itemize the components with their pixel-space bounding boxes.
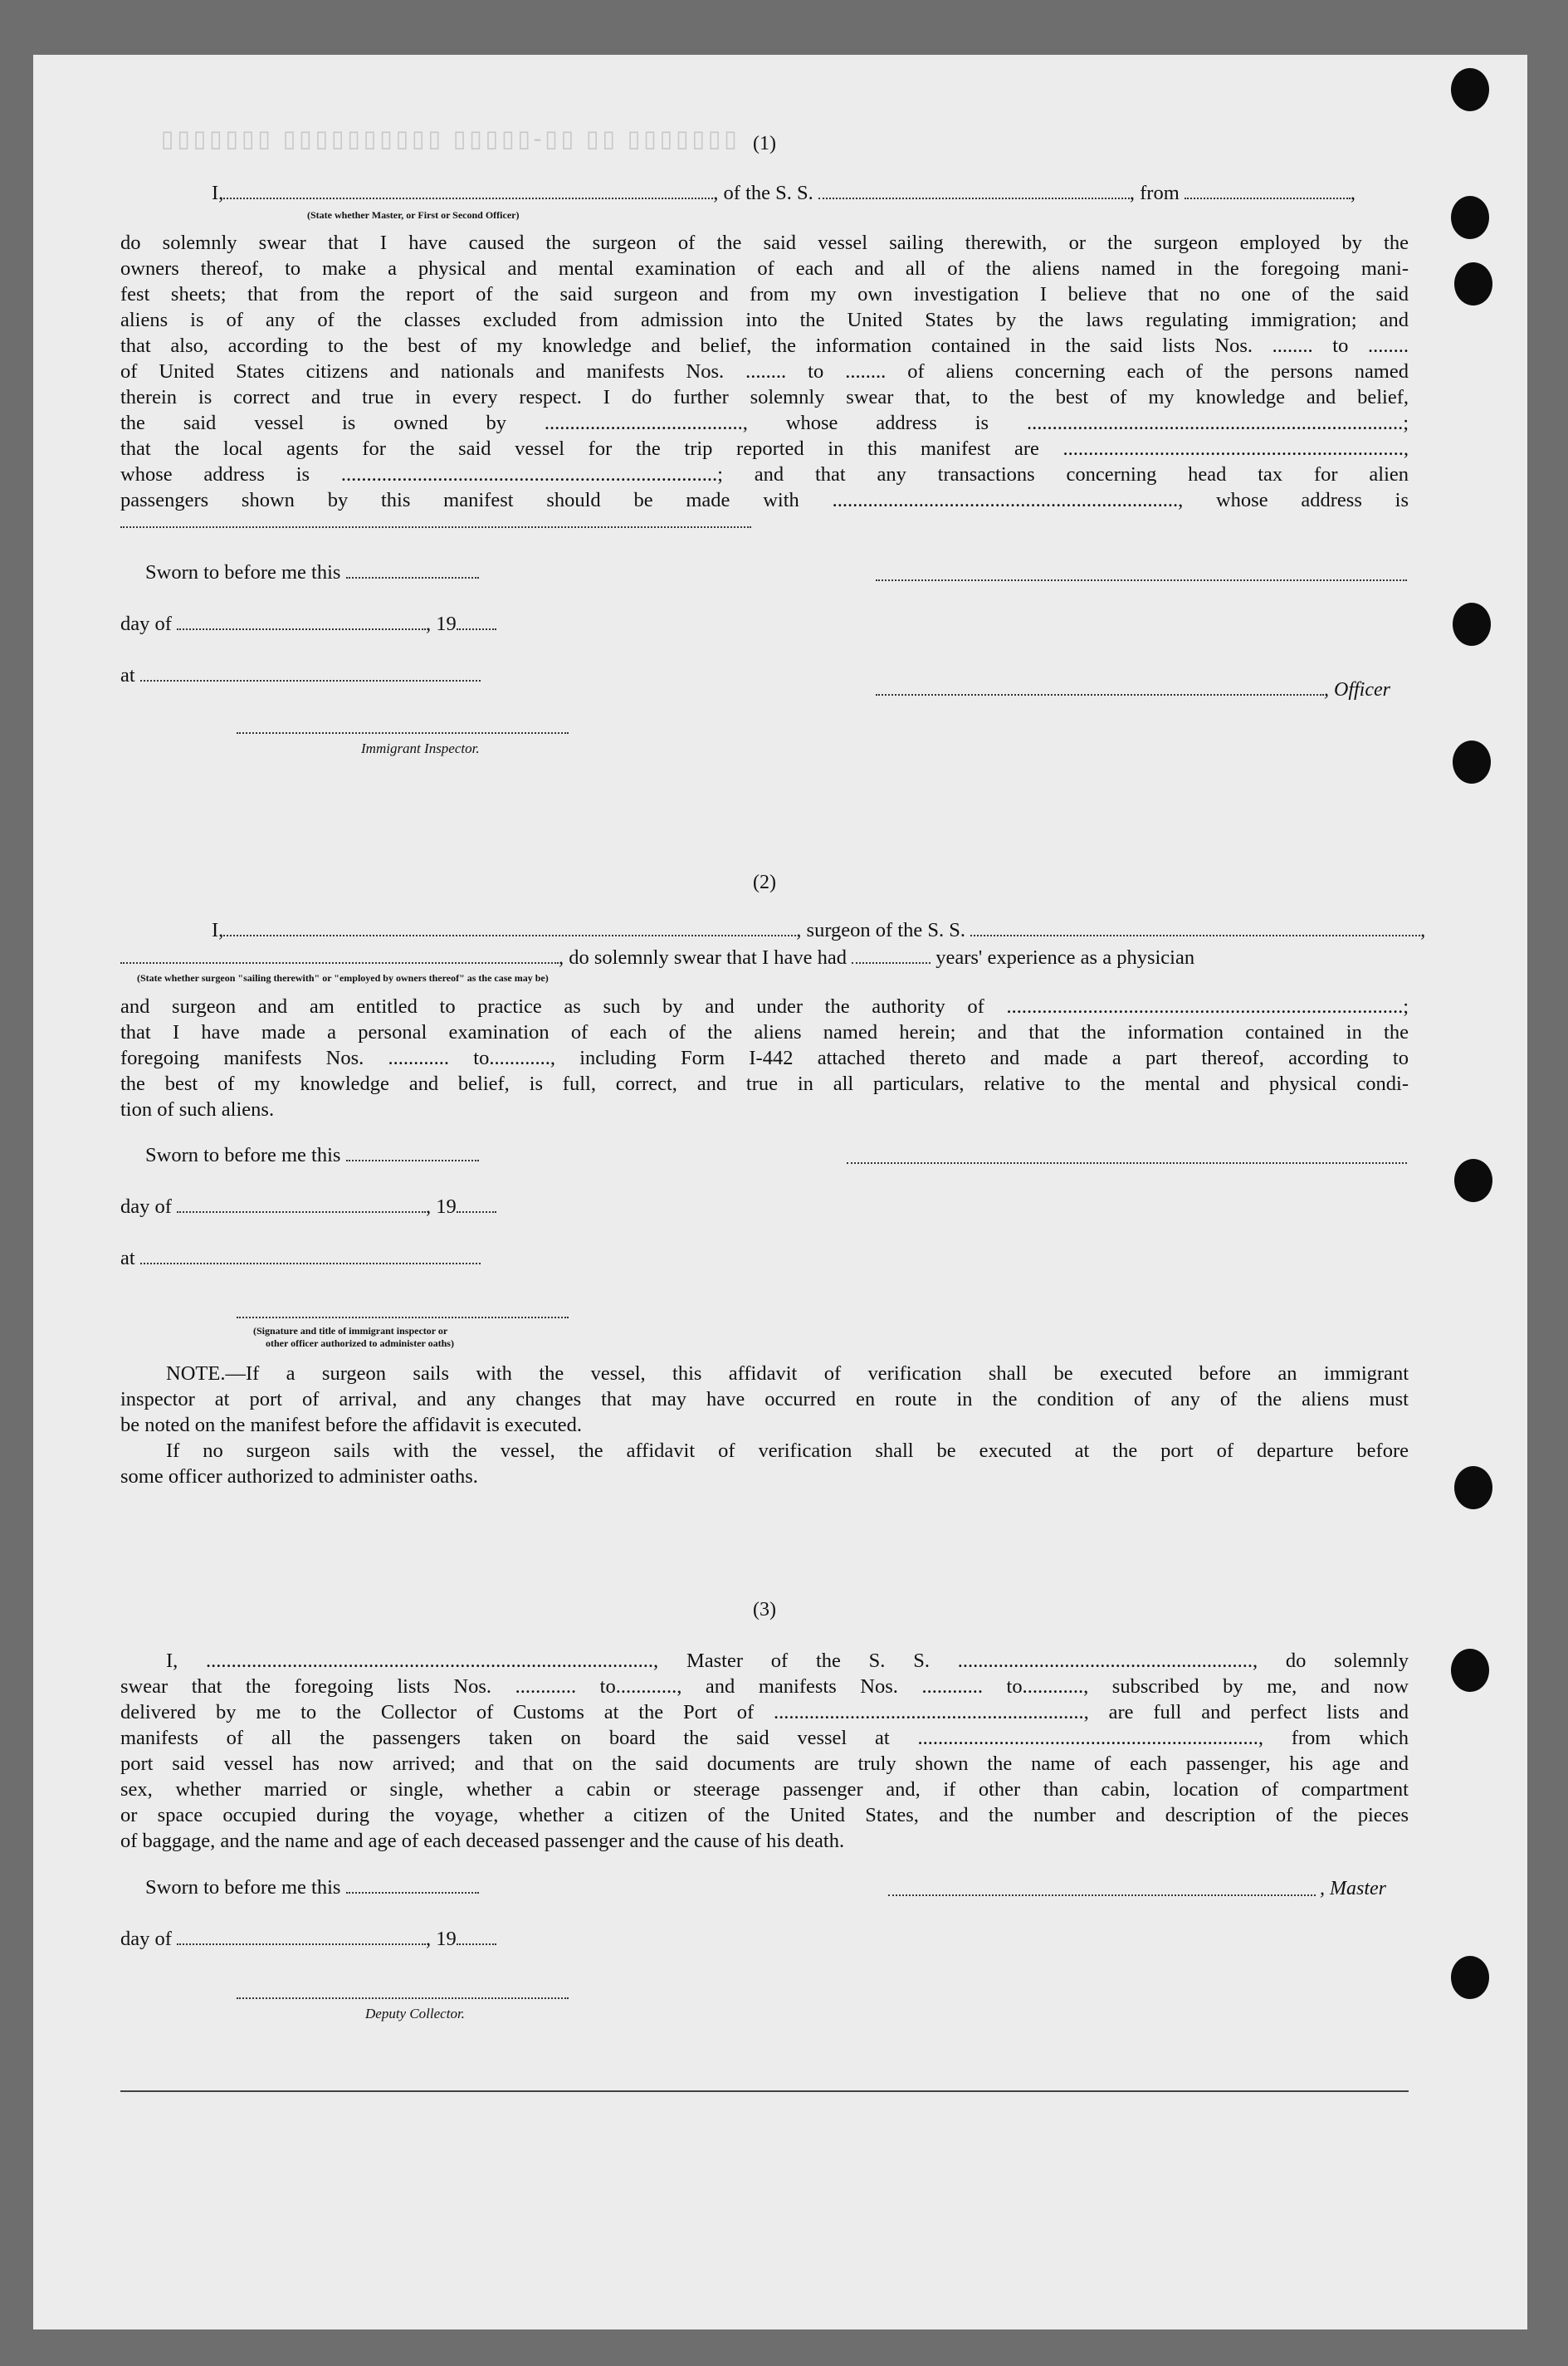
immigrant-inspector-label: Immigrant Inspector. [361,741,480,756]
s3-body-line: delivered by me to the Collector of Customs at the Port of ............................................................., are full and perfect lists and [120,1701,1409,1723]
s1-body-line: that also, according to the best of my knowledge and belief, the information contained in the said lists Nos. ........ to ........ [120,335,1409,357]
years-experience-blank[interactable] [852,947,931,964]
at-place-blank[interactable] [140,665,481,682]
s2-signature-caption: other officer authorized to administer oaths) [266,1337,454,1349]
s2-body-line: foregoing manifests Nos. ............ to............, including Form I-442 attached thereto and made a part thereof, according to [120,1047,1409,1069]
punch-hole [1451,1649,1489,1692]
sworn-date-blank[interactable] [346,562,479,579]
punch-hole [1451,1956,1489,1999]
section-2-number: (2) [753,872,776,893]
s1-inspector-signature-line[interactable] [237,732,569,734]
s1-body-line: the said vessel is owned by ......................................., whose address is ..........................................................................; [120,412,1409,434]
note-line: some officer authorized to administer oaths. [120,1465,478,1488]
s3-body-line: I, ........................................................................................, Master of the S. S. .........................................................., do solemnly [166,1650,1409,1672]
collector-signature-line[interactable] [237,1997,569,1999]
s1-body-line: owners thereof, to make a physical and mental examination of each and all of the aliens named in the foregoing mani- [120,257,1409,280]
manifest-page [33,55,1527,2329]
s1-oath-line: I, , of the S. S. , from , [212,182,1356,204]
day-blank[interactable] [177,613,426,630]
punch-hole [1454,262,1492,306]
s1-body-line: of United States citizens and nationals and manifests Nos. ........ to ........ of aliens concerning each of the persons named [120,360,1409,383]
s1-sworn-line: Sworn to before me this [145,561,479,584]
punch-hole [1451,68,1489,111]
year-blank[interactable] [457,1196,496,1213]
s3-body-line: manifests of all the passengers taken on board the said vessel at ..................................................................., from which [120,1727,1409,1749]
s3-day-line: day of , 19 [120,1928,496,1951]
s2-oath-line: I, , surgeon of the S. S. , [212,919,1426,941]
s2-oath-line-2: , do solemnly swear that I have had years' experience as a physician [120,946,1409,970]
s1-body-line: aliens is of any of the classes excluded from admission into the United States by the laws regulating immigration; and [120,309,1409,331]
surgeon-status-blank[interactable] [120,947,559,964]
day-blank[interactable] [177,1928,426,1945]
s3-body-line: or space occupied during the voyage, whether a citizen of the United States, and the number and description of the pieces [120,1804,1409,1826]
punch-hole [1454,1159,1492,1202]
vessel-name-blank[interactable] [818,183,1130,199]
from-port-blank[interactable] [1185,183,1351,199]
s1-body-line: whose address is ..........................................................................; and that any transactions concerning head tax for alien [120,463,1409,486]
s2-sworn-line: Sworn to before me this [145,1144,479,1167]
s2-body-line: the best of my knowledge and belief, is full, correct, and true in all particulars, relative to the mental and physical condi- [120,1073,1409,1095]
note-line: inspector at port of arrival, and any changes that may have occurred en route in the condition of any of the aliens must [120,1388,1409,1410]
s1-at-line: at [120,664,481,687]
s1-address-blank[interactable] [120,526,751,528]
note-line: NOTE.—If a surgeon sails with the vessel, this affidavit of verification shall be executed before an immigrant [166,1362,1409,1385]
punch-hole [1453,603,1491,646]
s3-body-line: sex, whether married or single, whether a cabin or steerage passenger and, if other than cabin, location of compartment [120,1778,1409,1801]
master-label: , Master [1320,1878,1386,1899]
s3-sworn-line: Sworn to before me this [145,1876,479,1899]
s2-day-line: day of , 19 [120,1195,496,1219]
punch-hole [1454,1466,1492,1509]
note-line: If no surgeon sails with the vessel, the affidavit of verification shall be executed at the port of departure before [166,1440,1409,1462]
section-1-number: (1) [753,133,776,154]
s1-rank-caption: (State whether Master, or First or Second Officer) [307,209,520,221]
note-line: be noted on the manifest before the affidavit is executed. [120,1414,583,1436]
s1-body-line: that the local agents for the said vessel for the trip reported in this manifest are ..................................................................., [120,438,1409,460]
master-signature-line[interactable] [888,1894,1316,1896]
year-blank[interactable] [457,613,496,630]
s1-officer-signature-line[interactable] [876,579,1407,581]
s2-body-line: that I have made a personal examination of each of the aliens named herein; and that the information contained in the [120,1021,1409,1044]
bottom-rule [120,2090,1409,2092]
s2-at-line: at [120,1247,481,1270]
s2-body-line: tion of such aliens. [120,1098,275,1121]
surgeon-name-blank[interactable] [223,920,796,936]
punch-hole [1451,196,1489,239]
s1-body-line: fest sheets; that from the report of the said surgeon and from my own investigation I believe that no one of the said [120,283,1409,306]
sworn-date-blank[interactable] [346,1145,479,1161]
s1-day-line: day of , 19 [120,613,496,636]
deputy-collector-label: Deputy Collector. [365,2006,465,2021]
s3-body-line: swear that the foregoing lists Nos. ............ to............, and manifests Nos. ............ to............, subscribed by me, and now [120,1675,1409,1698]
s2-signature-caption: (Signature and title of immigrant inspector or [253,1325,448,1337]
sworn-date-blank[interactable] [346,1877,479,1894]
year-blank[interactable] [457,1928,496,1945]
s2-status-caption: (State whether surgeon "sailing therewith" or "employed by owners thereof" as the case may be) [137,972,549,984]
officer-label: , Officer [1324,679,1390,701]
day-blank[interactable] [177,1196,426,1213]
punch-hole [1453,741,1491,784]
s2-vessel-name-blank[interactable] [970,920,1420,936]
section-3-number: (3) [753,1599,776,1621]
s2-inspector-signature-line[interactable] [237,1317,569,1318]
s1-officer-title-line[interactable] [876,694,1324,696]
s2-surgeon-signature-line[interactable] [847,1162,1407,1164]
s1-body-line: therein is correct and true in every respect. I do further solemnly swear that, to the best of my knowledge and belief, [120,386,1409,408]
bleed-through-text: ▯▯▯▯▯▯▯ ▯▯ ▯▯-▯▯▯▯▯ ▯▯▯▯▯▯▯▯▯▯ ▯▯▯▯▯▯▯ [158,129,737,154]
at-place-blank[interactable] [140,1248,481,1264]
officer-name-blank[interactable] [223,183,713,199]
s1-body-line: do solemnly swear that I have caused the surgeon of the said vessel sailing therewith, or the surgeon employed by the [120,232,1409,254]
s2-body-line: and surgeon and am entitled to practice as such by and under the authority of ..............................................................................; [120,995,1409,1018]
s3-body-line: of baggage, and the name and age of each deceased passenger and the cause of his death. [120,1830,845,1852]
s1-body-line: passengers shown by this manifest should be made with ...................................................................., whose address is [120,489,1409,511]
s3-body-line: port said vessel has now arrived; and that on the said documents are truly shown the name of each passenger, his age and [120,1753,1409,1775]
